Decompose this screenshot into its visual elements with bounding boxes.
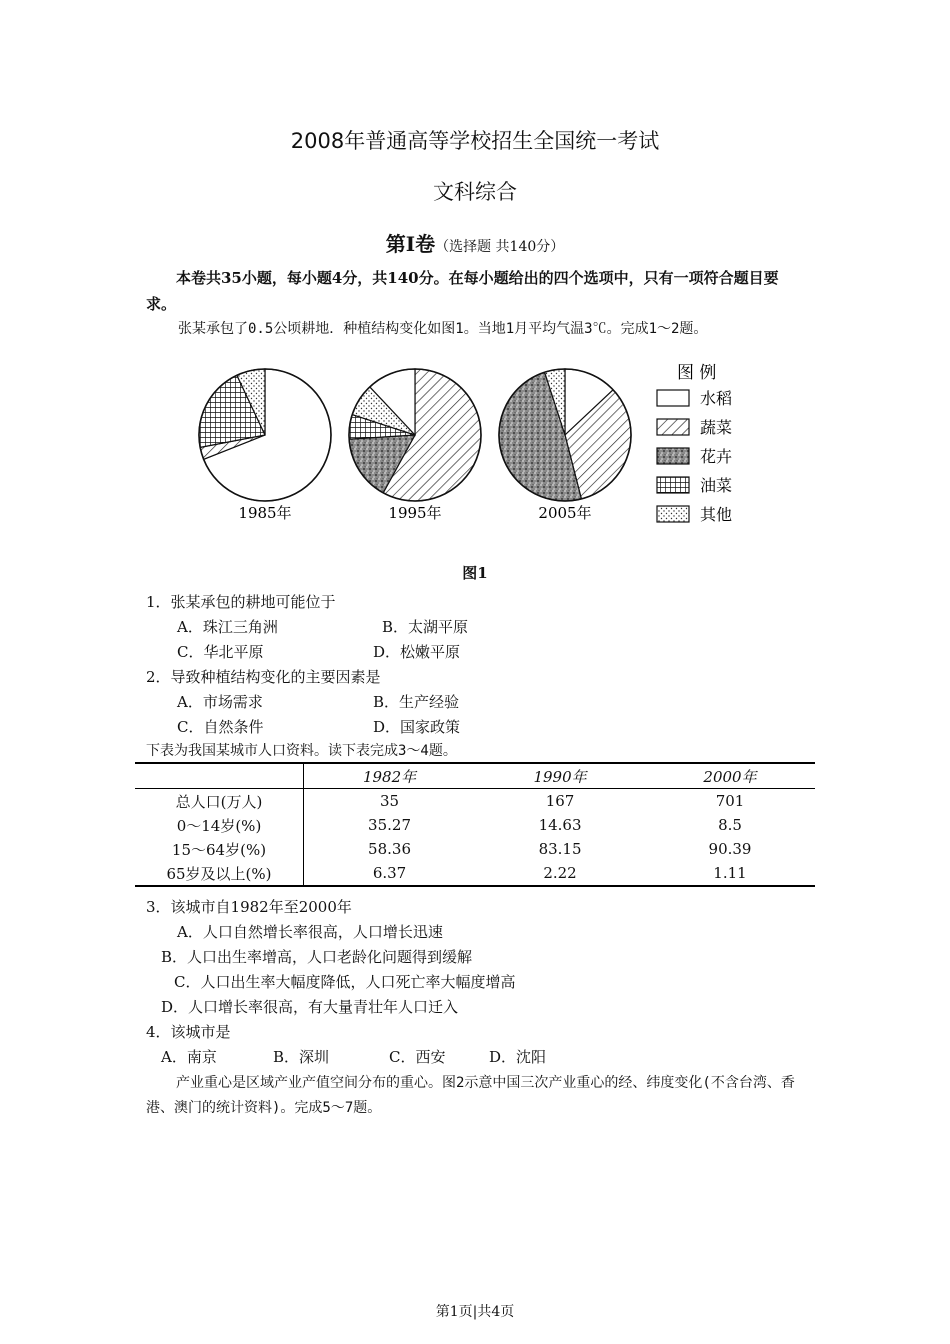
question-1-option-b: B．太湖平原 <box>382 618 469 636</box>
table-cell: 15～64岁(%) <box>135 837 304 861</box>
question-2-option-a: A．市场需求 <box>177 693 263 711</box>
table-row <box>135 837 815 861</box>
question-3-stem: 3．该城市自1982年至2000年 <box>146 898 352 916</box>
table-cell: 0～14岁(%) <box>135 813 304 837</box>
exam-title: 2008年普通高等学校招生全国统一考试 <box>290 129 660 153</box>
question-2-option-c: C．自然条件 <box>177 718 264 736</box>
question-3-option-d: D．人口增长率很高，有大量青壮年人口迁入 <box>161 998 459 1016</box>
table-cell: 1.11 <box>713 864 747 882</box>
table-header-cell: 1990年 <box>533 767 587 786</box>
table-cell: 14.63 <box>538 816 582 834</box>
legend-swatch <box>657 477 689 493</box>
table-cell: 总人口(万人) <box>135 789 304 814</box>
question-3-option-c: C．人口出生率大幅度降低，人口死亡率大幅度增高 <box>174 973 516 991</box>
legend-swatch <box>657 448 689 464</box>
table-header-cell <box>135 763 304 789</box>
question-3-option-b: B．人口出生率增高，人口老龄化问题得到缓解 <box>161 948 473 966</box>
table-cell: 2.22 <box>543 864 577 882</box>
table-cell: 35.27 <box>368 816 411 834</box>
table-header-row <box>135 763 815 789</box>
intro-q3-4: 下表为我国某城市人口资料。读下表完成3～4题。 <box>146 743 457 759</box>
table-cell: 167 <box>545 792 575 810</box>
question-1-option-d: D．松嫩平原 <box>373 643 461 661</box>
question-4-stem: 4．该城市是 <box>146 1023 231 1041</box>
exam-subject: 文科综合 <box>433 180 517 204</box>
question-4-option-c: C．西安 <box>389 1048 446 1066</box>
pie-year-label: 1985年 <box>238 504 292 522</box>
table-header-cell: 1982年 <box>362 767 417 786</box>
table-cell: 58.36 <box>368 840 411 858</box>
legend-swatch <box>657 506 689 522</box>
legend-title: 图 例 <box>677 363 717 383</box>
table-cell: 6.37 <box>372 864 407 882</box>
intro-q5-7: 产业重心是区域产业产值空间分布的重心。图2示意中国三次产业重心的经、纬度变化(不含台湾、香港、澳门的统计资料)。完成5～7题。 <box>146 1075 795 1116</box>
table-cell: 701 <box>715 792 745 810</box>
table-header-cell: 2000年 <box>703 767 757 786</box>
legend-label: 油菜 <box>700 476 733 495</box>
question-1-option-a: A．珠江三角洲 <box>177 618 278 636</box>
table-cell: 65岁及以上(%) <box>135 861 304 886</box>
question-2-option-b: B．生产经验 <box>373 693 460 711</box>
population-table <box>135 762 815 887</box>
page-footer: 第1页|共4页 <box>435 1304 515 1320</box>
table-cell: 35 <box>379 792 400 810</box>
legend-swatch <box>657 419 689 435</box>
question-1-option-c: C．华北平原 <box>177 643 264 661</box>
pie-year-label: 1995年 <box>388 504 442 522</box>
pie-year-label: 2005年 <box>538 504 592 522</box>
legend-label: 花卉 <box>700 447 733 466</box>
table-cell: 8.5 <box>718 816 742 834</box>
question-4-option-d: D．沈阳 <box>489 1048 547 1066</box>
legend-label: 水稻 <box>700 389 733 408</box>
figure-1-caption: 图1 <box>462 564 488 582</box>
table-cell: 83.15 <box>538 840 582 858</box>
table-row <box>135 861 815 886</box>
instructions: 本卷共35小题，每小题4分，共140分。在每小题给出的四个选项中，只有一项符合题目要求。 <box>146 269 779 313</box>
table-row <box>135 789 815 814</box>
legend-label: 蔬菜 <box>700 418 733 437</box>
volume-heading <box>0 228 950 257</box>
question-4-option-a: A．南京 <box>161 1048 217 1066</box>
figure-1 <box>180 352 770 537</box>
legend-swatch <box>657 390 689 406</box>
question-1-stem: 1．张某承包的耕地可能位于 <box>146 593 336 611</box>
question-2-option-d: D．国家政策 <box>373 718 461 736</box>
table-row <box>135 813 815 837</box>
legend-label: 其他 <box>700 505 733 524</box>
table-cell: 90.39 <box>708 840 752 858</box>
intro-q1-2: 张某承包了0.5公顷耕地．种植结构变化如图1。当地1月平均气温3℃。完成1～2题。 <box>178 321 708 337</box>
question-3-option-a: A．人口自然增长率很高，人口增长迅速 <box>177 923 443 941</box>
volume-note: （选择题 共140分） <box>435 239 565 255</box>
question-2-stem: 2．导致种植结构变化的主要因素是 <box>146 668 381 686</box>
question-4-option-b: B．深圳 <box>273 1048 330 1066</box>
volume-label: 第I卷 <box>385 232 436 256</box>
